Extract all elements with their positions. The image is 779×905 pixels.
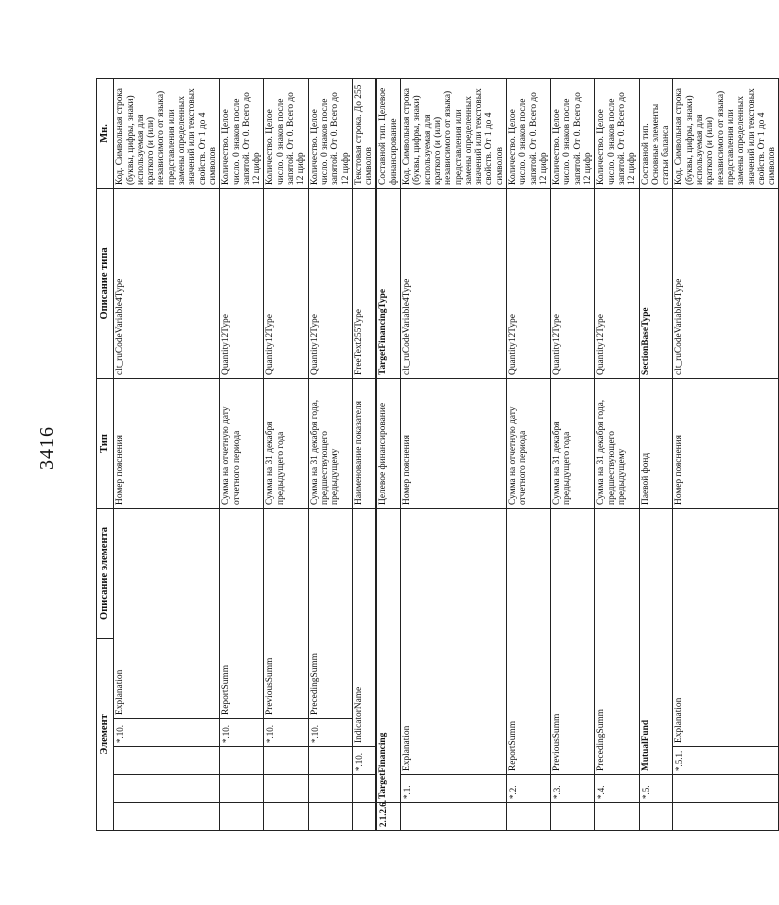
element-name: ReportSumm — [506, 508, 550, 774]
indent-cell — [506, 803, 550, 831]
element-name: Explanation — [401, 508, 507, 774]
element-name: PrecedingSumm — [308, 508, 352, 718]
indent-cell — [352, 775, 376, 803]
type-description: Количество. Целое число. 0 знаков после запятой. От 0. Всего до 12 цифр — [551, 78, 595, 188]
element-type: Quantity12Type — [506, 188, 550, 378]
table-row — [264, 78, 308, 830]
table-row — [376, 78, 400, 830]
type-description: Количество. Целое число. 0 знаков после запятой. От 0. Всего до 12 цифр — [220, 78, 264, 188]
element-name: TargetFinancing — [376, 508, 400, 802]
element-name: PreviousSumm — [551, 508, 595, 774]
element-name: PreviousSumm — [264, 508, 308, 718]
table-header-row — [97, 78, 114, 830]
element-name: ReportSumm — [220, 508, 264, 718]
row-number: *.3. — [551, 775, 595, 803]
type-description: Составной тип. Основные элементы статьи баланса — [639, 78, 673, 188]
indent-cell — [673, 803, 779, 831]
type-description: Код. Символьная строка (буквы, цифры, знаки) используемая для краткого (и (или) независимого от языка) представления или замены определенных значений или текстовых свойств. От 1 до 4 символов — [401, 78, 507, 188]
indent-cell — [308, 747, 352, 775]
indent-cell — [308, 803, 352, 831]
header-type: Тип — [97, 378, 114, 508]
type-description: Количество. Целое число. 0 знаков после запятой. От 0. Всего до 12 цифр — [308, 78, 352, 188]
row-number: *.10. — [308, 719, 352, 747]
page-number: 3416 — [36, 426, 58, 470]
element-description: Целевое финансирование — [376, 378, 400, 508]
element-type: Quantity12Type — [264, 188, 308, 378]
indent-cell — [308, 775, 352, 803]
element-name: Explanation — [114, 508, 220, 718]
element-type: Quantity12Type — [308, 188, 352, 378]
table-row — [639, 78, 673, 830]
header-multiplicity: Мн. — [97, 78, 114, 188]
row-number: *.10. — [264, 719, 308, 747]
element-type: Quantity12Type — [551, 188, 595, 378]
header-type-description: Описание типа — [97, 188, 114, 378]
table-row — [673, 78, 779, 830]
element-type: Quantity12Type — [220, 188, 264, 378]
indent-cell — [639, 803, 673, 831]
element-type: TargetFinancingType — [376, 188, 400, 378]
element-description: Сумма на отчетную дату отчетного периода — [506, 378, 550, 508]
indent-cell — [673, 775, 779, 803]
element-type: clt_ruCodeVariable4Type — [673, 188, 779, 378]
type-description: Составной тип. Целевое финансирование — [376, 78, 400, 188]
type-description: Количество. Целое число. 0 знаков после запятой. От 0. Всего до 12 цифр — [264, 78, 308, 188]
row-number: *.10. — [114, 719, 220, 747]
row-number: *.1. — [401, 775, 507, 803]
element-description: Сумма на 31 декабря года, предшествующего предыдущему — [308, 378, 352, 508]
element-description: Сумма на отчетную дату отчетного периода — [220, 378, 264, 508]
element-description: Сумма на 31 декабря года, предшествующего предыдущему — [595, 378, 639, 508]
header-description: Описание элемента — [97, 508, 114, 638]
table-row — [401, 78, 507, 830]
element-name: MutualFund — [639, 508, 673, 774]
table-row — [551, 78, 595, 830]
type-description: Код. Символьная строка (буквы, цифры, знаки) используемая для краткого (и (или) независимого от языка) представления или замены определенных значений или текстовых свойств. От 1 до 4 символов — [673, 78, 779, 188]
table-row — [352, 78, 376, 830]
indent-cell — [220, 775, 264, 803]
element-type: clt_ruCodeVariable4Type — [401, 188, 507, 378]
indent-cell — [220, 803, 264, 831]
table-row — [595, 78, 639, 830]
element-description: Паевой фонд — [639, 378, 673, 508]
row-number: *.10. — [220, 719, 264, 747]
element-type: clt_ruCodeVariable4Type — [114, 188, 220, 378]
table-row — [220, 78, 264, 830]
type-description: Текстовая строка. До 255 символов — [352, 78, 376, 188]
element-description: Номер пояснения — [401, 378, 507, 508]
indent-cell — [114, 803, 220, 831]
element-description: Наименование показателя — [352, 378, 376, 508]
row-number: *.4. — [595, 775, 639, 803]
indent-cell — [595, 803, 639, 831]
indent-cell — [401, 803, 507, 831]
row-number: *.2. — [506, 775, 550, 803]
indent-cell — [264, 775, 308, 803]
element-type: Quantity12Type — [595, 188, 639, 378]
element-name: PrecedingSumm — [595, 508, 639, 774]
row-number: *.5. — [639, 775, 673, 803]
element-name: Explanation — [673, 508, 779, 746]
table-row — [308, 78, 352, 830]
row-number: *.5.1. — [673, 747, 779, 775]
element-table — [96, 78, 779, 831]
indent-cell — [220, 747, 264, 775]
indent-cell — [551, 803, 595, 831]
element-type: SectionBaseType — [639, 188, 673, 378]
type-description: Количество. Целое число. 0 знаков после запятой. От 0. Всего до 12 цифр — [595, 78, 639, 188]
row-number: *.10. — [352, 747, 376, 775]
indent-cell — [352, 803, 376, 831]
element-description: Номер пояснения — [114, 378, 220, 508]
rotated-table-container — [96, 79, 778, 831]
header-element: Элемент — [97, 638, 114, 830]
element-description: Номер пояснения — [673, 378, 779, 508]
indent-cell — [264, 803, 308, 831]
element-description: Сумма на 31 декабря предыдущего года — [264, 378, 308, 508]
type-description: Количество. Целое число. 0 знаков после запятой. От 0. Всего до 12 цифр — [506, 78, 550, 188]
element-name: IndicatorName — [352, 508, 376, 746]
table-row — [506, 78, 550, 830]
row-number: 2.1.2.6. — [376, 803, 400, 831]
indent-cell — [264, 747, 308, 775]
indent-cell — [114, 775, 220, 803]
type-description: Код. Символьная строка (буквы, цифры, знаки) используемая для краткого (и (или) независимого от языка) представления или замены определенных значений или текстовых свойств. От 1 до 4 символов — [114, 78, 220, 188]
table-row — [114, 78, 220, 830]
element-type: FreeText255Type — [352, 188, 376, 378]
indent-cell — [114, 747, 220, 775]
table-body — [114, 78, 779, 830]
element-description: Сумма на 31 декабря предыдущего года — [551, 378, 595, 508]
